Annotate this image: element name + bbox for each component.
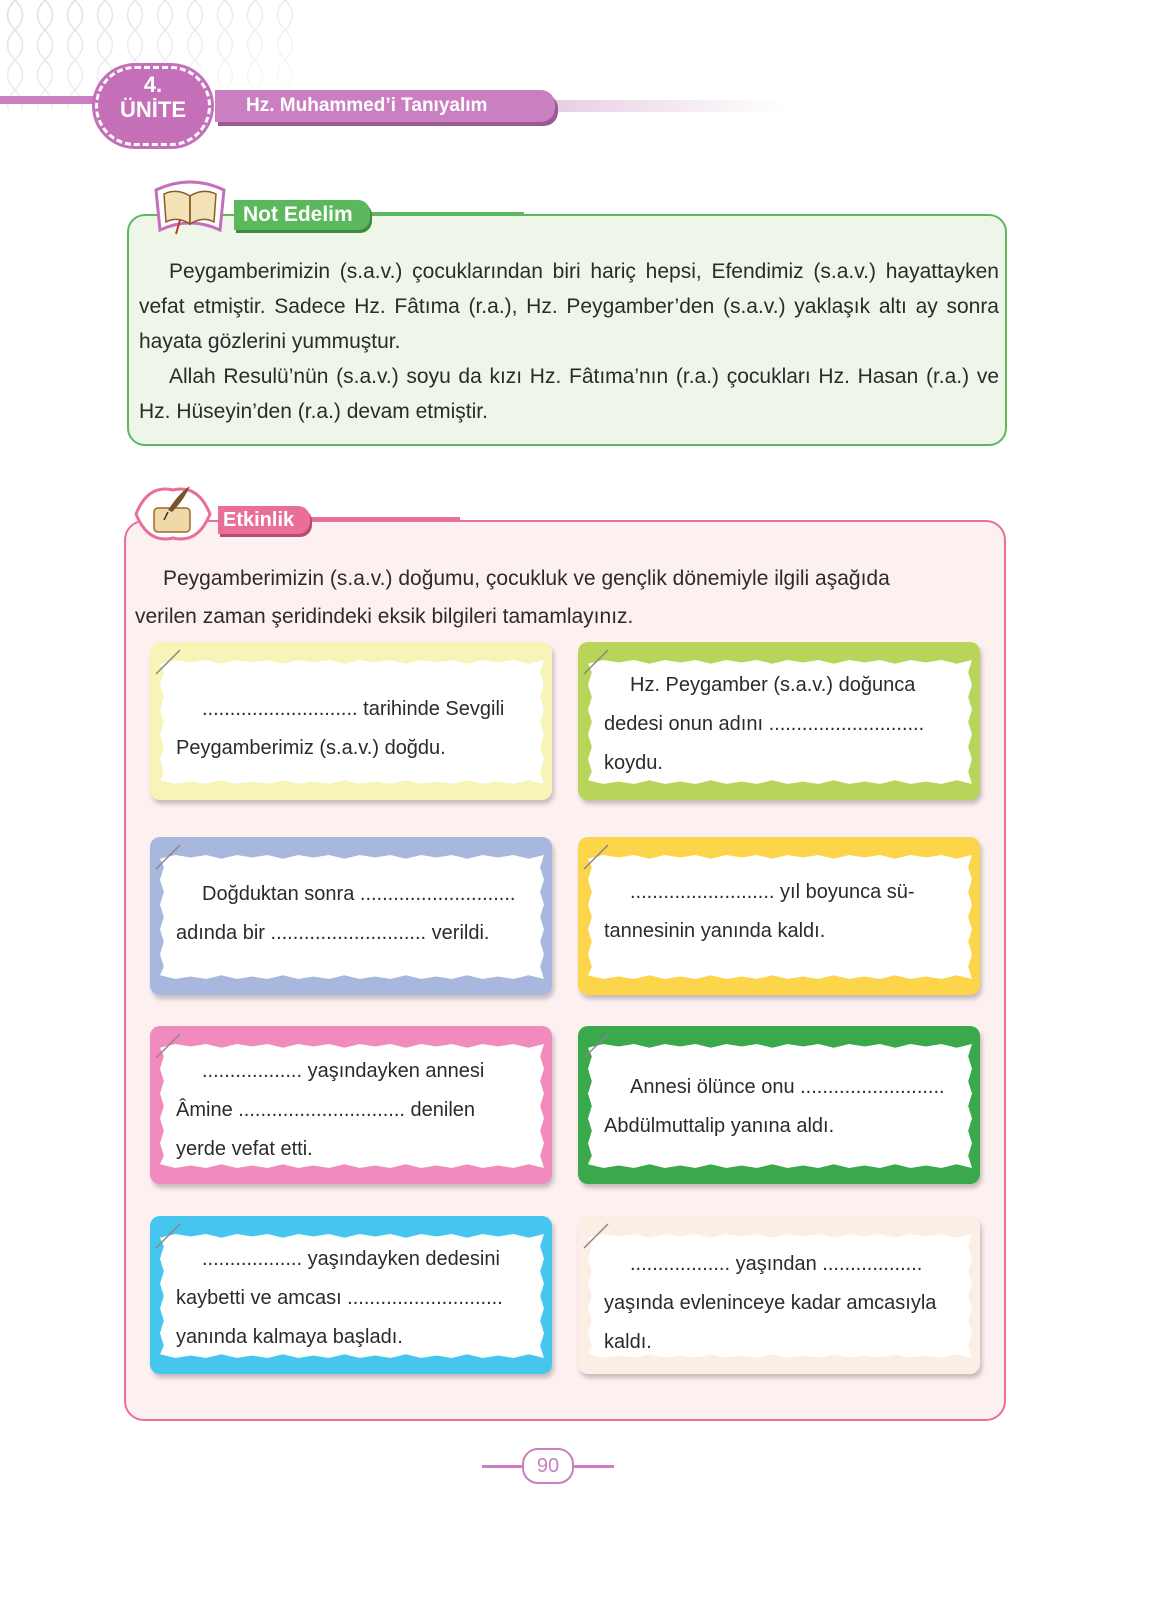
card-line[interactable]: .......................... yıl boyunca sü- xyxy=(630,881,915,903)
card-text xyxy=(176,690,528,768)
page-number-line-right xyxy=(572,1465,614,1468)
note-tab: Not Edelim xyxy=(234,200,370,230)
note-tab-line xyxy=(370,212,524,216)
card-text xyxy=(604,666,956,783)
card-line[interactable]: .................. yaşındayken annesi xyxy=(202,1060,485,1082)
card-line[interactable]: adında bir ............................ verildi. xyxy=(176,922,490,944)
card-line[interactable]: kaybetti ve amcası ............................ xyxy=(176,1287,503,1309)
pin-icon xyxy=(582,1032,610,1060)
timeline-card-grandfather-death xyxy=(150,1216,552,1374)
header-left-line xyxy=(0,96,110,104)
timeline-card-wet-nurse xyxy=(150,837,552,995)
card-line[interactable]: .................. yaşından .................. xyxy=(630,1253,923,1275)
card-line: Abdülmuttalip yanına aldı. xyxy=(604,1115,835,1137)
timeline-card-guardian xyxy=(578,1026,980,1184)
card-line[interactable]: dedesi onun adını ............................ xyxy=(604,713,925,735)
card-text xyxy=(604,1245,956,1362)
timeline-card-uncle-years xyxy=(578,1216,980,1374)
activity-tab: Etkinlik xyxy=(218,506,310,534)
activity-instruction-line: Peygamberimizin (s.a.v.) doğumu, çocukluk ve gençlik dönemiyle ilgili aşağıda xyxy=(163,567,890,590)
card-line[interactable]: Âmine .............................. denilen xyxy=(176,1099,476,1121)
unit-label: ÜNİTE xyxy=(120,97,186,122)
timeline-card-birth xyxy=(150,642,552,800)
card-line: Peygamberimiz (s.a.v.) doğdu. xyxy=(176,737,446,759)
card-line[interactable]: ............................ tarihinde Sevgili xyxy=(202,698,505,720)
card-line: tannesinin yanında kaldı. xyxy=(604,920,826,942)
card-line[interactable]: Doğduktan sonra ............................ xyxy=(202,883,516,905)
pin-icon xyxy=(154,843,182,871)
timeline-card-years-with-nurse xyxy=(578,837,980,995)
activity-tab-line xyxy=(310,517,460,521)
page-number: 90 xyxy=(522,1448,574,1484)
activity-instructions xyxy=(135,560,993,636)
card-line[interactable]: .................. yaşındayken dedesini xyxy=(202,1248,500,1270)
card-text xyxy=(176,1052,528,1169)
card-text xyxy=(176,1240,528,1357)
timeline-card-mother-death xyxy=(150,1026,552,1184)
card-line[interactable]: Annesi ölünce onu .......................... xyxy=(630,1076,945,1098)
card-line: yaşında evleninceye kadar amcasıyla xyxy=(604,1292,937,1314)
card-text xyxy=(176,875,528,953)
card-line: yanında kalmaya başladı. xyxy=(176,1326,403,1348)
activity-instruction-line: verilen zaman şeridindeki eksik bilgileri tamamlayınız. xyxy=(135,605,634,628)
card-line: kaldı. xyxy=(604,1331,652,1353)
unit-number: 4. xyxy=(143,72,163,97)
chapter-title: Hz. Muhammed’i Tanıyalım xyxy=(246,95,488,116)
pin-icon xyxy=(154,648,182,676)
header-bar-fade xyxy=(555,100,785,112)
card-text xyxy=(604,873,956,951)
card-text xyxy=(604,1068,956,1146)
note-paragraph: Allah Resulü’nün (s.a.v.) soyu da kızı Hz. Fâtıma’nın (r.a.) çocukları Hz. Hasan (r.a.) ve Hz. Hüseyin’den (r.a.) devam etmiştir. xyxy=(139,365,999,423)
unit-badge xyxy=(95,66,211,146)
open-book-icon xyxy=(150,180,230,236)
pin-icon xyxy=(582,843,610,871)
card-line: Hz. Peygamber (s.a.v.) doğunca xyxy=(630,674,916,696)
note-paragraph: Peygamberimizin (s.a.v.) çocuklarından biri hariç hepsi, Efendimiz (s.a.v.) hayattayken vefat etmiştir. Sadece Hz. Fâtıma (r.a.), Hz. Peygamber’den (s.a.v.) yaklaşık altı ay sonra hayata gözlerini yummuştur. xyxy=(139,260,999,353)
card-line: yerde vefat etti. xyxy=(176,1138,313,1160)
timeline-card-naming xyxy=(578,642,980,800)
quill-scroll-icon xyxy=(128,478,218,550)
note-text xyxy=(139,254,999,429)
page-number-line-left xyxy=(482,1465,524,1468)
card-line: koydu. xyxy=(604,752,663,774)
